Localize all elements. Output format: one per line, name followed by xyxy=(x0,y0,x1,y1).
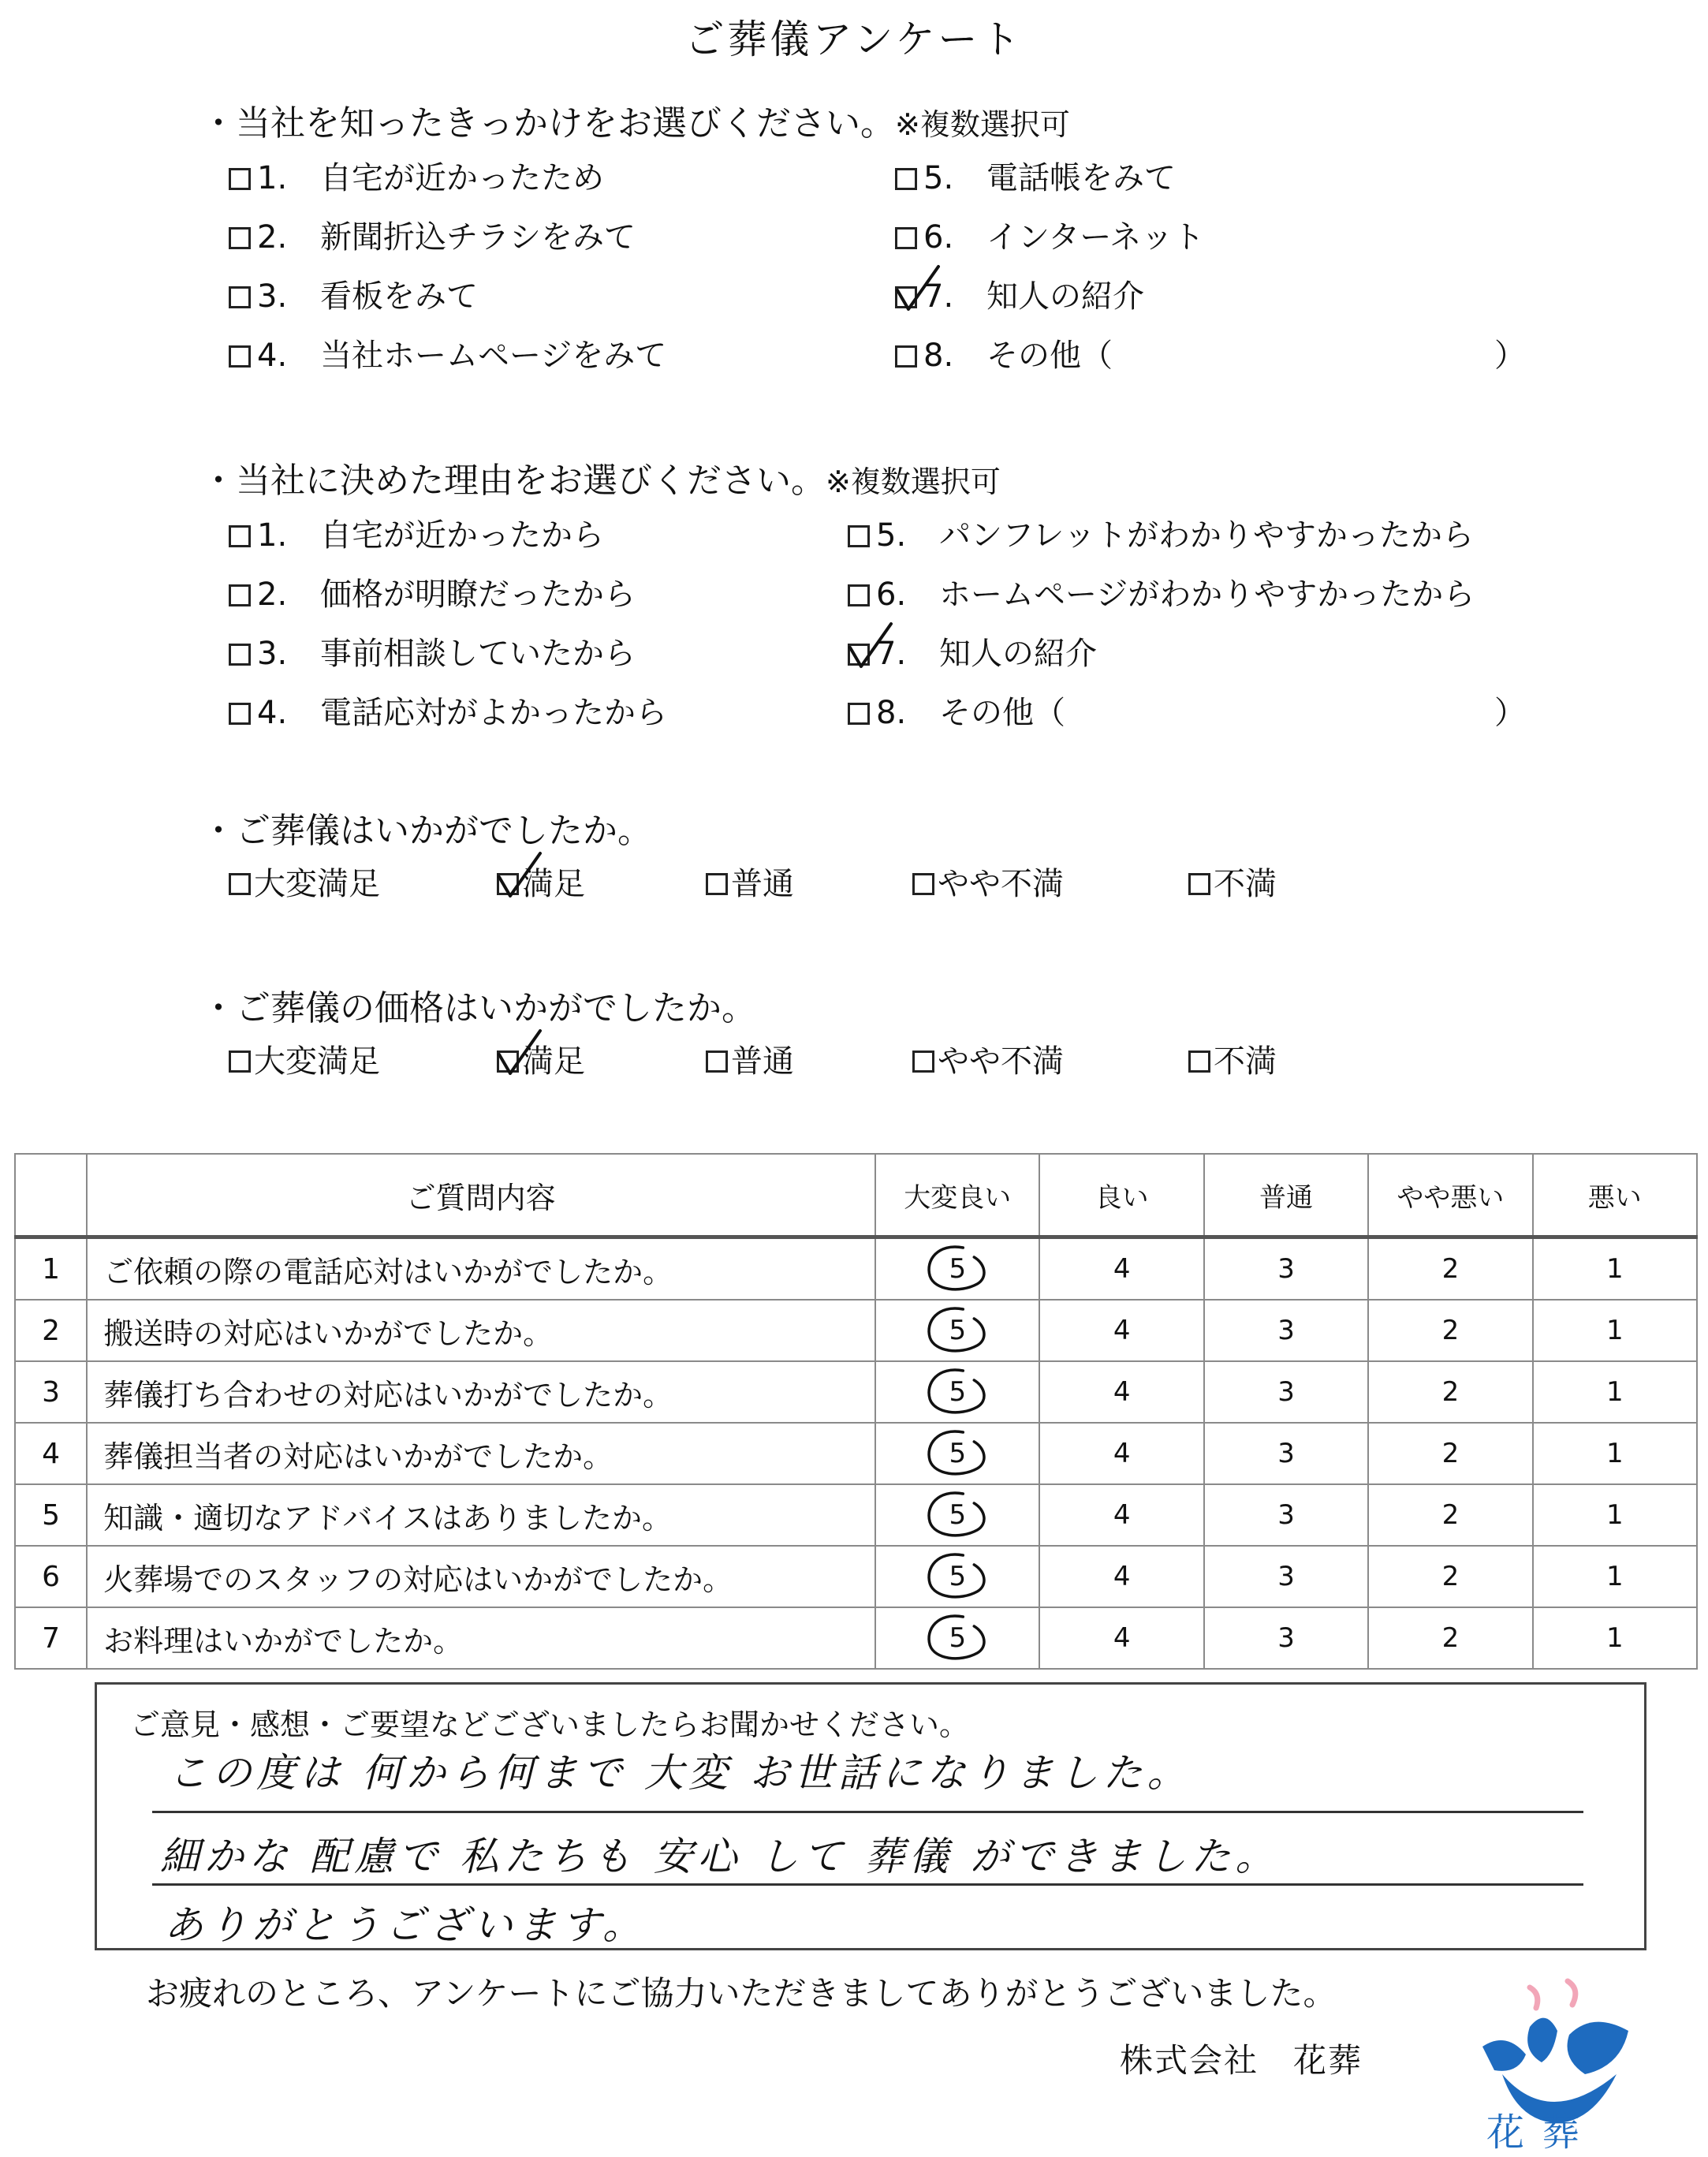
other-close-paren: ） xyxy=(1494,695,1526,731)
score-value: 4 xyxy=(1113,1438,1131,1469)
score-value: 5 xyxy=(949,1315,967,1346)
rating-option[interactable] xyxy=(912,1034,1188,1089)
score-cell[interactable] xyxy=(875,1546,1039,1607)
header-bad: 悪い xyxy=(1533,1154,1697,1237)
score-value: 5 xyxy=(949,1253,967,1285)
option-item[interactable] xyxy=(895,267,1542,327)
row-number: 1 xyxy=(15,1237,87,1301)
checkbox[interactable] xyxy=(229,584,251,606)
option-number: 7. xyxy=(923,278,954,315)
score-value: 1 xyxy=(1605,1499,1624,1531)
row-number: 3 xyxy=(15,1361,87,1423)
checkbox[interactable] xyxy=(497,1051,519,1073)
score-cell[interactable] xyxy=(1533,1484,1697,1546)
multi-select-note: ※複数選択可 xyxy=(826,465,1001,499)
checkbox[interactable] xyxy=(229,703,251,725)
comments-box xyxy=(95,1682,1646,1950)
rating-label: 満足 xyxy=(522,866,585,902)
rating-label: やや不満 xyxy=(938,1043,1064,1080)
option-label: 価格が明瞭だったから xyxy=(320,577,636,613)
score-value: 5 xyxy=(949,1561,967,1592)
score-cell[interactable] xyxy=(1039,1361,1203,1423)
option-label: その他（ xyxy=(986,338,1113,374)
option-label: 看板をみて xyxy=(320,278,478,315)
score-cell[interactable] xyxy=(1039,1423,1203,1484)
row-question: お料理はいかがでしたか。 xyxy=(87,1607,875,1669)
score-cell[interactable] xyxy=(1204,1546,1368,1607)
score-cell[interactable] xyxy=(1039,1237,1203,1301)
score-value: 4 xyxy=(1113,1561,1131,1592)
option-number: 6. xyxy=(876,577,907,613)
logo-text: 花葬 xyxy=(1486,2110,1598,2155)
option-label: 知人の紹介 xyxy=(986,278,1144,315)
checkbox[interactable] xyxy=(229,644,251,666)
handwritten-check-icon xyxy=(847,622,894,670)
checkbox[interactable] xyxy=(895,168,917,190)
option-number: 8. xyxy=(923,338,954,374)
checkbox[interactable] xyxy=(229,873,251,895)
score-cell[interactable] xyxy=(1368,1484,1532,1546)
option-number: 2. xyxy=(257,219,288,256)
checkbox[interactable] xyxy=(706,1051,728,1073)
score-value: 4 xyxy=(1113,1253,1131,1285)
option-number: 5. xyxy=(923,160,954,196)
score-value: 2 xyxy=(1441,1315,1460,1346)
row-number: 2 xyxy=(15,1300,87,1361)
checkbox[interactable] xyxy=(1188,1051,1210,1073)
row-question: ご依頼の際の電話応対はいかがでしたか。 xyxy=(87,1237,875,1301)
section-how-found xyxy=(201,99,1542,386)
option-label: 自宅が近かったため xyxy=(320,160,604,196)
option-label: 自宅が近かったから xyxy=(320,517,604,554)
option-item[interactable] xyxy=(895,327,1542,386)
handwritten-check-icon xyxy=(894,265,942,312)
score-cell[interactable] xyxy=(1533,1300,1697,1361)
table-row xyxy=(15,1484,1697,1546)
score-cell[interactable] xyxy=(875,1607,1039,1669)
rating-option[interactable] xyxy=(497,856,706,912)
rating-option[interactable] xyxy=(706,856,912,912)
row-number: 6 xyxy=(15,1546,87,1607)
option-item[interactable] xyxy=(229,565,848,625)
rating-table xyxy=(14,1153,1698,1670)
score-cell[interactable] xyxy=(1533,1607,1697,1669)
score-value: 5 xyxy=(949,1438,967,1469)
score-cell[interactable] xyxy=(1039,1300,1203,1361)
option-item[interactable] xyxy=(229,625,848,684)
rating-option[interactable] xyxy=(229,856,497,912)
header-somewhat-bad: やや悪い xyxy=(1368,1154,1532,1237)
option-number: 1. xyxy=(257,517,288,554)
score-value: 2 xyxy=(1441,1253,1460,1285)
row-number: 5 xyxy=(15,1484,87,1546)
score-cell[interactable] xyxy=(1368,1546,1532,1607)
score-cell[interactable] xyxy=(875,1423,1039,1484)
checkbox[interactable] xyxy=(895,286,917,308)
score-cell[interactable] xyxy=(1533,1237,1697,1301)
rating-label: 大変満足 xyxy=(254,1043,380,1080)
score-value: 2 xyxy=(1441,1561,1460,1592)
score-cell[interactable] xyxy=(1039,1484,1203,1546)
option-item[interactable] xyxy=(229,327,895,386)
rating-label: 大変満足 xyxy=(254,866,380,902)
table-header-row xyxy=(15,1154,1697,1237)
rating-options xyxy=(229,856,1542,912)
checkbox[interactable] xyxy=(895,345,917,368)
score-value: 2 xyxy=(1441,1499,1460,1531)
option-number: 8. xyxy=(876,695,907,731)
score-cell[interactable] xyxy=(1204,1484,1368,1546)
score-cell[interactable] xyxy=(875,1300,1039,1361)
writing-line xyxy=(152,1811,1583,1813)
option-number: 4. xyxy=(257,338,288,374)
option-number: 6. xyxy=(923,219,954,256)
thanks-message: お疲れのところ、アンケートにご協力いただきましてありがとうございました。 xyxy=(146,1974,1337,2013)
table-row xyxy=(15,1361,1697,1423)
option-number: 3. xyxy=(257,636,288,672)
score-cell[interactable] xyxy=(1039,1607,1203,1669)
score-value: 1 xyxy=(1605,1253,1624,1285)
header-very-good: 大変良い xyxy=(875,1154,1039,1237)
question-text: ・当社に決めた理由をお選びください。 xyxy=(201,461,826,501)
table-row xyxy=(15,1423,1697,1484)
score-cell[interactable] xyxy=(1368,1237,1532,1301)
option-label: 電話帳をみて xyxy=(986,160,1176,196)
option-item[interactable] xyxy=(229,684,848,743)
score-cell[interactable] xyxy=(1368,1607,1532,1669)
score-cell[interactable] xyxy=(1533,1361,1697,1423)
table-body xyxy=(15,1237,1697,1670)
score-value: 3 xyxy=(1277,1376,1295,1408)
row-question: 火葬場でのスタッフの対応はいかがでしたか。 xyxy=(87,1546,875,1607)
score-value: 2 xyxy=(1441,1438,1460,1469)
rating-label: 普通 xyxy=(731,866,794,902)
score-value: 2 xyxy=(1441,1376,1460,1408)
table-row xyxy=(15,1546,1697,1607)
score-cell[interactable] xyxy=(1204,1300,1368,1361)
option-grid xyxy=(229,149,1542,386)
option-number: 7. xyxy=(876,636,907,672)
rating-option[interactable] xyxy=(229,1034,497,1089)
score-cell[interactable] xyxy=(875,1237,1039,1301)
score-cell[interactable] xyxy=(1204,1361,1368,1423)
option-item[interactable] xyxy=(895,208,1542,267)
company-name: 株式会社 花葬 xyxy=(1120,2041,1363,2080)
header-question: ご質問内容 xyxy=(87,1154,875,1237)
score-value: 3 xyxy=(1277,1253,1295,1285)
score-value: 2 xyxy=(1441,1622,1460,1654)
survey-title: ご葬儀アンケート xyxy=(684,17,1024,62)
table-row xyxy=(15,1607,1697,1669)
option-item[interactable] xyxy=(848,684,1542,743)
rating-label: 不満 xyxy=(1214,1043,1277,1080)
score-value: 4 xyxy=(1113,1315,1131,1346)
checkbox[interactable] xyxy=(229,1051,251,1073)
checkbox[interactable] xyxy=(848,703,870,725)
score-value: 1 xyxy=(1605,1561,1624,1592)
option-label: 知人の紹介 xyxy=(939,636,1097,672)
row-number: 4 xyxy=(15,1423,87,1484)
rating-label: やや不満 xyxy=(938,866,1064,902)
score-cell[interactable] xyxy=(875,1484,1039,1546)
score-value: 3 xyxy=(1277,1438,1295,1469)
score-cell[interactable] xyxy=(1368,1423,1532,1484)
option-label: 電話応対がよかったから xyxy=(320,695,667,731)
score-cell[interactable] xyxy=(1533,1423,1697,1484)
checkbox[interactable] xyxy=(848,644,870,666)
option-item[interactable] xyxy=(848,506,1542,565)
option-label: ホームページがわかりやすかったから xyxy=(939,577,1475,613)
score-value: 4 xyxy=(1113,1499,1131,1531)
option-item[interactable] xyxy=(229,267,895,327)
header-number xyxy=(15,1154,87,1237)
score-value: 5 xyxy=(949,1499,967,1531)
score-value: 5 xyxy=(949,1376,967,1408)
option-number: 1. xyxy=(257,160,288,196)
checkbox[interactable] xyxy=(1188,873,1210,895)
option-item[interactable] xyxy=(229,506,848,565)
score-cell[interactable] xyxy=(1368,1300,1532,1361)
score-value: 4 xyxy=(1113,1622,1131,1654)
question-heading xyxy=(201,99,1542,149)
rating-options xyxy=(229,1034,1542,1089)
header-average: 普通 xyxy=(1204,1154,1368,1237)
row-question: 搬送時の対応はいかがでしたか。 xyxy=(87,1300,875,1361)
score-value: 3 xyxy=(1277,1315,1295,1346)
option-label: 新聞折込チラシをみて xyxy=(320,219,636,256)
row-question: 葬儀担当者の対応はいかがでしたか。 xyxy=(87,1423,875,1484)
rating-label: 不満 xyxy=(1214,866,1277,902)
option-number: 2. xyxy=(257,577,288,613)
rating-option[interactable] xyxy=(1188,856,1425,912)
comments-label: ご意見・感想・ご要望などございましたらお聞かせください。 xyxy=(130,1707,970,1742)
table-row xyxy=(15,1300,1697,1361)
score-cell[interactable] xyxy=(1368,1361,1532,1423)
handwritten-line: この度は 何から何まで 大変 お世話になりました。 xyxy=(168,1750,1191,1796)
option-number: 3. xyxy=(257,278,288,315)
checkbox[interactable] xyxy=(912,873,934,895)
score-value: 1 xyxy=(1605,1622,1624,1654)
score-value: 1 xyxy=(1605,1438,1624,1469)
table-row xyxy=(15,1237,1697,1301)
row-number: 7 xyxy=(15,1607,87,1669)
section-funeral-rating xyxy=(201,806,1542,912)
score-value: 1 xyxy=(1605,1315,1624,1346)
option-number: 4. xyxy=(257,695,288,731)
row-question: 葬儀打ち合わせの対応はいかがでしたか。 xyxy=(87,1361,875,1423)
option-item[interactable] xyxy=(848,565,1542,625)
checkbox[interactable] xyxy=(912,1051,934,1073)
score-cell[interactable] xyxy=(1533,1546,1697,1607)
rating-option[interactable] xyxy=(706,1034,912,1089)
question-text: ・当社を知ったきっかけをお選びください。 xyxy=(201,103,895,144)
section-reason-chosen xyxy=(201,456,1542,743)
other-close-paren: ） xyxy=(1494,338,1526,374)
rating-option[interactable] xyxy=(1188,1034,1425,1089)
rating-label: 普通 xyxy=(731,1043,794,1080)
handwritten-line: ありがとうございます。 xyxy=(164,1902,647,1948)
checkbox[interactable] xyxy=(229,525,251,547)
option-label: その他（ xyxy=(939,695,1065,731)
rating-label: 満足 xyxy=(522,1043,585,1080)
score-value: 1 xyxy=(1605,1376,1624,1408)
score-value: 3 xyxy=(1277,1622,1295,1654)
question-heading xyxy=(201,456,1542,506)
checkbox[interactable] xyxy=(848,584,870,606)
option-item[interactable] xyxy=(895,149,1542,208)
score-value: 4 xyxy=(1113,1376,1131,1408)
score-cell[interactable] xyxy=(875,1361,1039,1423)
checkbox[interactable] xyxy=(229,168,251,190)
checkbox[interactable] xyxy=(848,525,870,547)
rating-option[interactable] xyxy=(497,1034,706,1089)
writing-line xyxy=(152,1883,1583,1886)
question-text: ・ご葬儀の価格はいかがでしたか。 xyxy=(201,988,756,1028)
checkbox[interactable] xyxy=(229,286,251,308)
option-grid xyxy=(229,506,1542,743)
question-text: ・ご葬儀はいかがでしたか。 xyxy=(201,811,652,851)
option-label: 当社ホームページをみて xyxy=(320,338,667,374)
score-value: 3 xyxy=(1277,1499,1295,1531)
score-cell[interactable] xyxy=(1204,1607,1368,1669)
rating-option[interactable] xyxy=(912,856,1188,912)
option-number: 5. xyxy=(876,517,907,554)
score-cell[interactable] xyxy=(1039,1546,1203,1607)
handwritten-check-icon xyxy=(496,852,543,899)
header-good: 良い xyxy=(1039,1154,1203,1237)
row-question: 知識・適切なアドバイスはありましたか。 xyxy=(87,1484,875,1546)
checkbox[interactable] xyxy=(706,873,728,895)
checkbox[interactable] xyxy=(895,227,917,249)
option-item[interactable] xyxy=(229,208,895,267)
score-value: 3 xyxy=(1277,1561,1295,1592)
handwritten-check-icon xyxy=(496,1029,543,1077)
option-item[interactable] xyxy=(229,149,895,208)
checkbox[interactable] xyxy=(229,227,251,249)
score-cell[interactable] xyxy=(1204,1237,1368,1301)
score-value: 5 xyxy=(949,1622,967,1654)
option-label: インターネット xyxy=(986,219,1205,256)
checkbox[interactable] xyxy=(497,873,519,895)
score-cell[interactable] xyxy=(1204,1423,1368,1484)
option-label: パンフレットがわかりやすかったから xyxy=(939,517,1474,554)
section-price-rating xyxy=(201,983,1542,1089)
option-label: 事前相談していたから xyxy=(320,636,636,672)
handwritten-line: 細かな 配慮で 私たちも 安心 して 葬儀 ができました。 xyxy=(160,1834,1280,1879)
multi-select-note: ※複数選択可 xyxy=(895,107,1070,142)
option-item[interactable] xyxy=(848,625,1542,684)
checkbox[interactable] xyxy=(229,345,251,368)
